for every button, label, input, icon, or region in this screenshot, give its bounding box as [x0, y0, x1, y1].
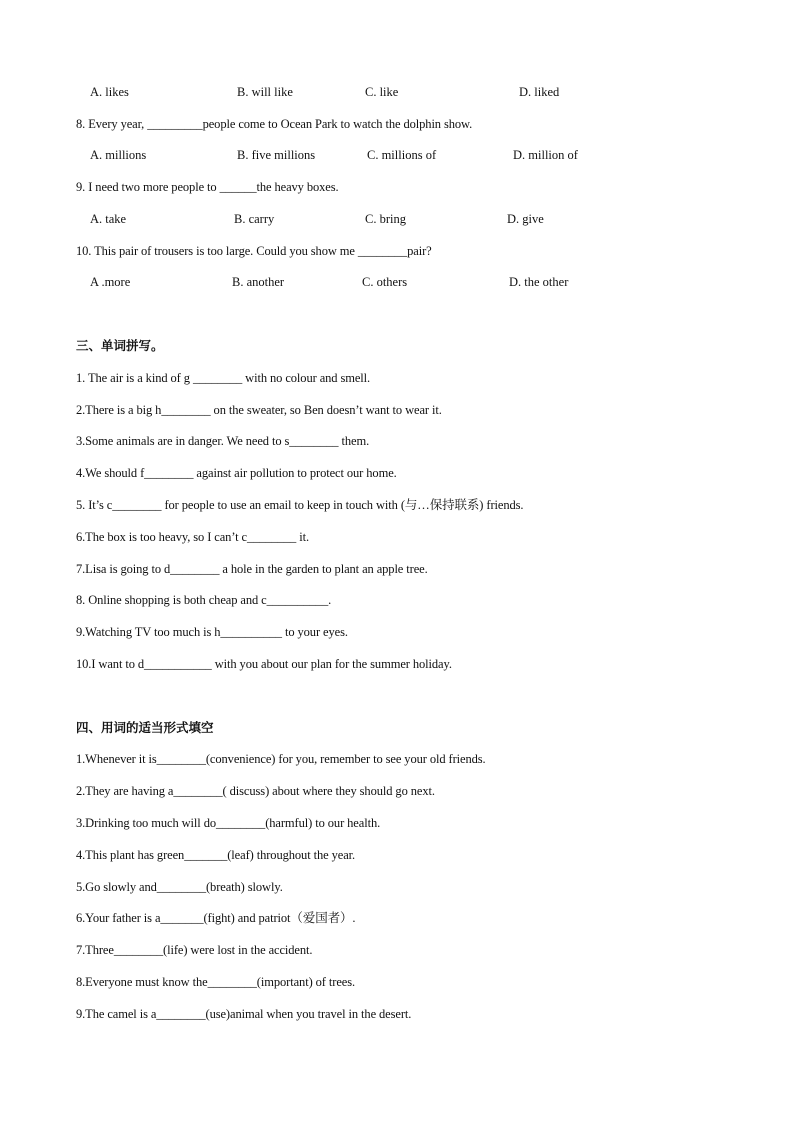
q9-option-d: D. give [507, 212, 544, 226]
q9-stem: 9. I need two more people to ______the heavy boxes. [76, 180, 339, 194]
section3-item-5: 5. It’s c________ for people to use an email to keep in touch with (与…保持联系) friends. [76, 498, 524, 512]
q9-option-c: C. bring [365, 212, 406, 226]
q7-option-d: D. liked [519, 85, 560, 99]
section3-item-2: 2.There is a big h________ on the sweater, so Ben doesn’t want to wear it. [76, 403, 442, 417]
q9-option-b: B. carry [234, 212, 275, 226]
q9-options [0, 211, 794, 227]
section4-item-7: 7.Three________(life) were lost in the accident. [76, 943, 313, 957]
section3-item-1: 1. The air is a kind of g ________ with no colour and smell. [76, 371, 371, 385]
q10-option-d: D. the other [509, 275, 569, 289]
section3-heading: 三、单词拼写。 [76, 338, 164, 353]
section3-item-6: 6.The box is too heavy, so I can’t c________ it. [76, 530, 310, 544]
section4-heading: 四、用词的适当形式填空 [76, 720, 214, 735]
section4-item-5: 5.Go slowly and________(breath) slowly. [76, 880, 283, 894]
q8-option-a: A. millions [90, 148, 147, 162]
q8-option-c: C. millions of [367, 148, 437, 162]
section3-item-7: 7.Lisa is going to d________ a hole in the garden to plant an apple tree. [76, 562, 428, 576]
section4-item-2: 2.They are having a________( discuss) about where they should go next. [76, 784, 435, 798]
section3-item-3: 3.Some animals are in danger. We need to s________ them. [76, 434, 370, 448]
section4-item-1: 1.Whenever it is________(convenience) for you, remember to see your old friends. [76, 752, 486, 766]
q8-stem: 8. Every year, _________people come to Ocean Park to watch the dolphin show. [76, 117, 473, 131]
q7-option-b: B. will like [237, 85, 293, 99]
q10-stem: 10. This pair of trousers is too large. Could you show me ________pair? [76, 244, 432, 258]
q8-option-d: D. million of [513, 148, 578, 162]
section3-item-4: 4.We should f________ against air pollution to protect our home. [76, 466, 397, 480]
section3-item-10: 10.I want to d___________ with you about our plan for the summer holiday. [76, 657, 452, 671]
q10-option-b: B. another [232, 275, 285, 289]
q7-option-c: C. like [365, 85, 399, 99]
section4-item-4: 4.This plant has green_______(leaf) throughout the year. [76, 848, 356, 862]
section3-item-9: 9.Watching TV too much is h__________ to your eyes. [76, 625, 348, 639]
q8-option-b: B. five millions [237, 148, 316, 162]
section4-item-6: 6.Your father is a_______(fight) and patriot（爱国者）. [76, 911, 356, 925]
section4-item-3: 3.Drinking too much will do________(harmful) to our health. [76, 816, 381, 830]
q9-option-a: A. take [90, 212, 127, 226]
section3-item-8: 8. Online shopping is both cheap and c__________. [76, 593, 332, 607]
section4-item-9: 9.The camel is a________(use)animal when you travel in the desert. [76, 1007, 412, 1021]
q10-options [0, 274, 794, 290]
section4-item-8: 8.Everyone must know the________(important) of trees. [76, 975, 356, 989]
q8-options [0, 147, 794, 163]
q7-option-a: A. likes [90, 85, 129, 99]
q10-option-c: C. others [362, 275, 408, 289]
q10-option-a: A .more [90, 275, 131, 289]
q7-options [0, 84, 794, 100]
